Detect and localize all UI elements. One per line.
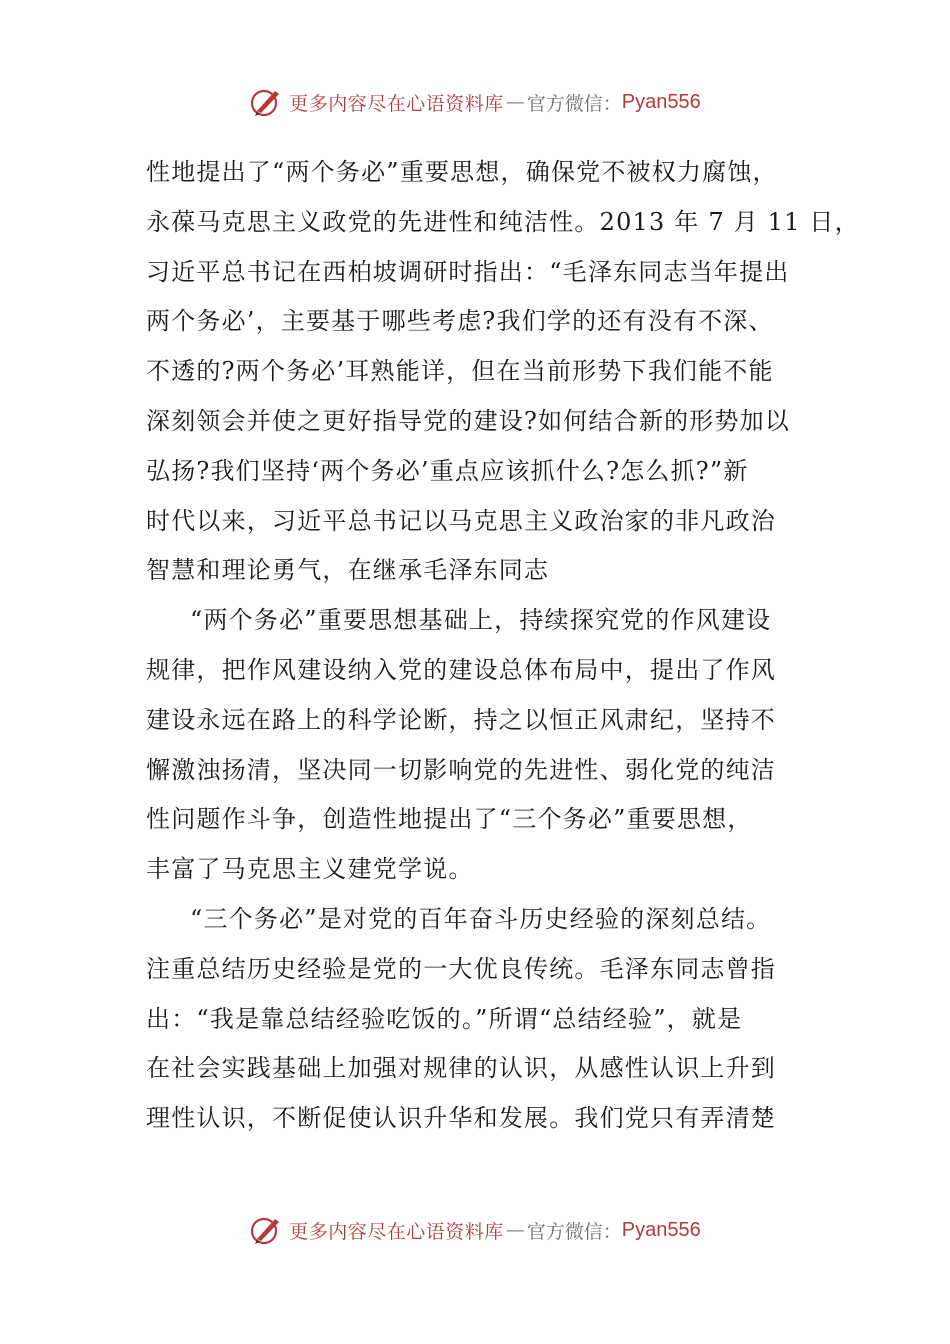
text-line: 性地提出了“两个务必”重要思想，确保党不被权力腐蚀， [146, 158, 778, 186]
paragraph-start-line: “三个务必”是对党的百年奋斗历史经验的深刻总结。 [190, 904, 772, 933]
text-line: 在社会实践基础上加强对规律的认识，从感性认识上升到 [146, 1054, 776, 1083]
text-line: 建设永远在路上的科学论断，持之以恒正风肃纪，坚持不 [146, 705, 776, 734]
header-promo-text: 更多内容尽在心语资料库 [289, 92, 504, 115]
footer-wechat-label: 官方微信： [526, 1220, 622, 1243]
pen-logo-icon [249, 85, 283, 119]
footer-separator: — [505, 1219, 525, 1241]
text-line: 时代以来，习近平总书记以马克思主义政治家的非凡政治 [146, 506, 776, 535]
header-wechat-label: 官方微信： [526, 92, 622, 115]
text-line: 不透的?两个务必’耳熟能详，但在当前形势下我们能不能 [146, 357, 774, 386]
paragraph-start-line: “两个务必”重要思想基础上，持续探究党的作风建设 [190, 606, 772, 635]
text-line: 规律，把作风建设纳入党的建设总体布局中，提出了作风 [146, 655, 776, 684]
header-wechat-id: Pyan556 [621, 90, 701, 113]
text-line: 弘扬?我们坚持‘两个务必’重点应该抓什么?怎么抓?”新 [146, 456, 749, 485]
text-line: 懈激浊扬清，坚决同一切影响党的先进性、弱化党的纯洁 [146, 755, 776, 784]
header-separator: — [505, 91, 525, 113]
pen-logo-icon [249, 1213, 283, 1247]
text-line: 两个务必’，主要基于哪些考虑?我们学的还有没有不深、 [146, 307, 774, 336]
text-line: 习近平总书记在西柏坡调研时指出：“毛泽东同志当年提出 [146, 257, 790, 286]
text-line: 深刻领会并使之更好指导党的建设?如何结合新的形势加以 [146, 406, 791, 435]
text-line: 智慧和理论勇气，在继承毛泽东同志 [146, 556, 550, 585]
text-line: 永葆马克思主义政党的先进性和纯洁性。2013 年 7 月 11 日， [146, 207, 860, 236]
header-banner [0, 82, 950, 122]
footer-wechat-id: Pyan556 [621, 1218, 701, 1241]
footer-promo-text: 更多内容尽在心语资料库 [289, 1220, 504, 1243]
document-body [146, 148, 860, 1144]
text-line: 理性认识，不断促使认识升华和发展。我们党只有弄清楚 [146, 1104, 776, 1133]
text-line: 丰富了马克思主义建党学说。 [146, 855, 474, 884]
footer-banner [0, 1210, 950, 1250]
text-line: 性问题作斗争，创造性地提出了“三个务必”重要思想， [146, 805, 753, 834]
text-line: 注重总结历史经验是党的一大优良传统。毛泽东同志曾指 [146, 954, 776, 983]
text-line: 出：“我是靠总结经验吃饭的。”所谓“总结经验”，就是 [146, 1004, 743, 1033]
